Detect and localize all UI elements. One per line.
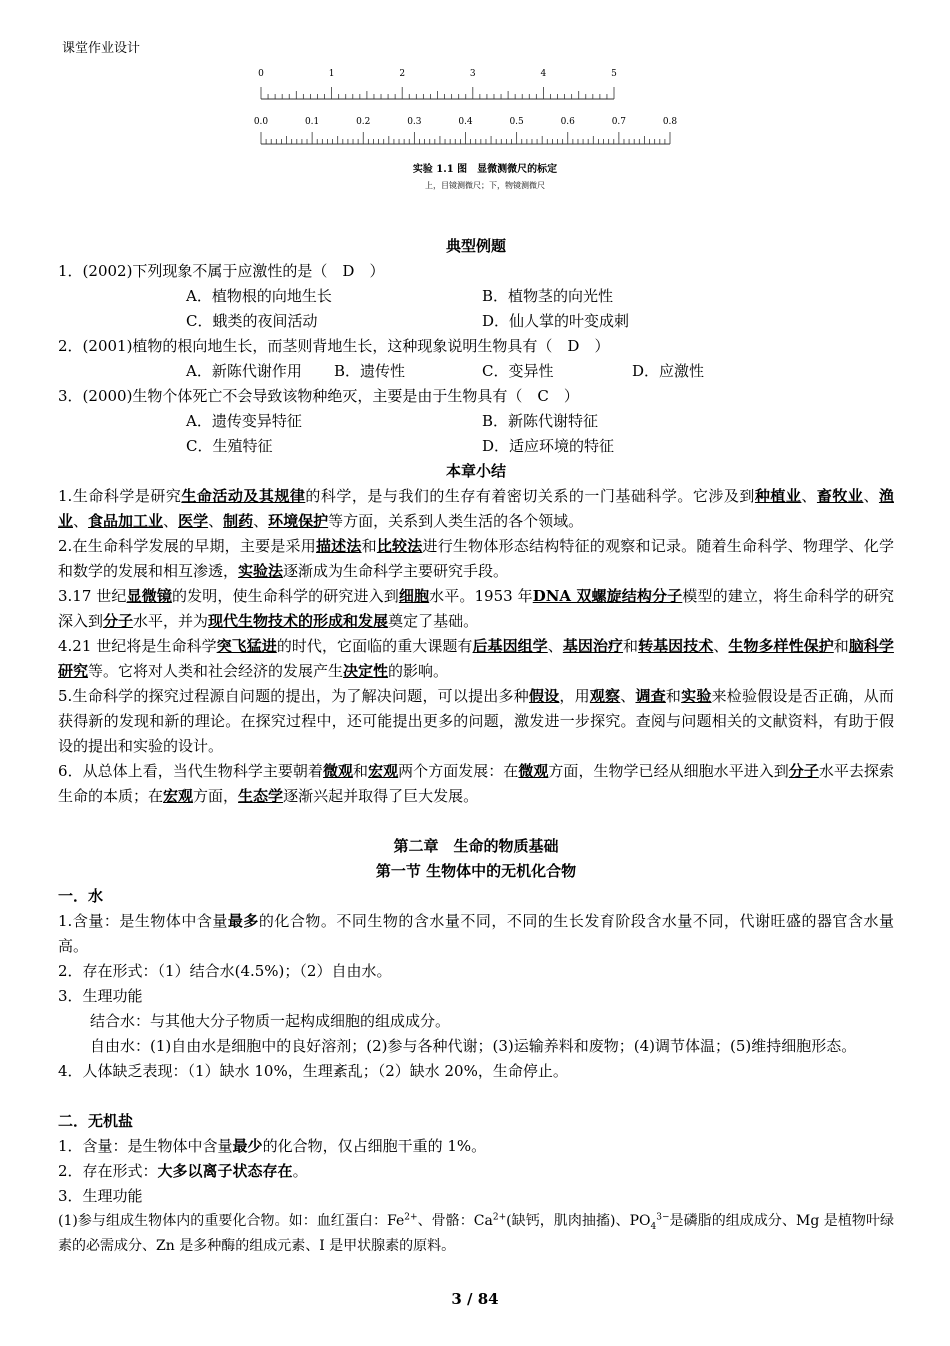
key-term: 比较法	[376, 537, 423, 555]
text-part: 模型的建立，将生命科学的研究深入到	[58, 587, 894, 630]
key-term: 生态学	[238, 787, 284, 805]
ruler-tick-label: 2	[399, 69, 406, 79]
micrometer-rulers	[240, 62, 710, 202]
text-part: 、	[713, 637, 729, 655]
water-content	[58, 909, 894, 959]
text-part: 方面，	[193, 787, 239, 805]
text-part: 和	[353, 762, 369, 780]
question-3-options-row2	[58, 434, 894, 459]
ruler-tick-label: 0.8	[662, 117, 678, 127]
text-part: 5.生命科学的探究过程源自问题的提出，为了解决问题，可以提出多种	[58, 687, 529, 705]
option-d: D．适应环境的特征	[482, 437, 615, 455]
key-term: 微观	[518, 762, 549, 780]
ruler-tick-label: 5	[611, 69, 617, 79]
text-part: 的化合物，仅占细胞干重的 1%。	[262, 1137, 487, 1155]
key-term: 微观	[322, 762, 354, 780]
ruler-tick-label: 4	[540, 69, 547, 79]
text-part: 、骨骼：Ca	[417, 1213, 493, 1229]
text-part: 的科学，是与我们的生存有着密切关系的一门基础科学。它涉及到	[305, 487, 755, 505]
summary-paragraph-5	[58, 684, 894, 759]
text-part: 水平，并为	[133, 612, 209, 630]
option-b: B．新陈代谢特征	[482, 412, 599, 430]
option-a: A．植物根的向地生长	[186, 287, 332, 305]
key-term: 制药	[223, 512, 254, 530]
emphasis: 最少	[232, 1137, 263, 1155]
text-part: 来检验假设是否正确，从而获得新的发现和新的理论。在探究过程中，还可能提出更多的问题，激发进一步探究。查阅与问题相关的文献资料，有助于假设的提出和实验的设计。	[58, 687, 894, 755]
key-term: 基因治疗	[562, 637, 624, 655]
ruler-tick-label: 0.1	[304, 117, 320, 127]
option-b: B．植物茎的向光性	[482, 287, 614, 305]
text-part: 1．含量：是生物体中含量	[58, 1137, 233, 1155]
salt-heading: 二．无机盐	[58, 1112, 134, 1130]
ruler-tick-label: 0.7	[611, 117, 627, 127]
key-term: 分子	[103, 612, 134, 630]
key-term: 实验法	[238, 562, 284, 580]
key-term: 细胞	[398, 587, 430, 605]
summary-title: 本章小结	[445, 462, 506, 480]
text-part: 的时代，它面临的重大课题有	[276, 637, 473, 655]
key-term: 渔业	[58, 487, 894, 530]
ocular-micrometer-ruler	[258, 69, 617, 99]
key-term: 食品加工业	[88, 512, 164, 530]
question-1-stem: 1．(2002)下列现象不属于应激性的是（ D ）	[58, 262, 385, 280]
ruler-tick-label: 0.2	[356, 117, 371, 127]
text-part: 两个方面发展：在	[398, 762, 519, 780]
text-part: 、	[73, 512, 89, 530]
ruler-tick-label: 0.0	[253, 117, 269, 127]
text-part: 、	[253, 512, 269, 530]
micrometer-figure	[240, 62, 710, 202]
key-term: 突飞猛进	[216, 637, 277, 655]
ruler-tick-label: 0.6	[560, 117, 575, 127]
salt-forms	[58, 1159, 894, 1184]
option-d: D．仙人掌的叶变成刺	[482, 312, 630, 330]
text-part: 4.21 世纪将是生命科学	[58, 637, 217, 655]
summary-paragraph-4	[58, 634, 894, 684]
text-part: 和	[623, 637, 639, 655]
free-water: 自由水：(1)自由水是细胞中的良好溶剂；(2)参与各种代谢；(3)运输养料和废物；(4)调节体温；(5)维持细胞形态。	[90, 1037, 857, 1055]
text-part: (1)参与组成生物体内的重要化合物。如：血红蛋白：Fe	[58, 1213, 405, 1229]
text-part: 的化合物。不同生物的含水量不同，不同的生长发育阶段含水量不同，代谢旺盛的器官含水量高。	[58, 912, 894, 955]
summary-paragraph-3	[58, 584, 894, 634]
text-part: 2．存在形式：	[58, 1162, 158, 1180]
salt-content	[58, 1134, 894, 1159]
figure-subcaption: 上，目镜测微尺；下，物镜测微尺	[425, 181, 545, 190]
key-term: 决定性	[343, 662, 389, 680]
ruler-tick-label: 0	[258, 69, 264, 79]
summary-paragraph-2	[58, 534, 894, 584]
text-part: 等。它将对人类和社会经济的发展产生	[88, 662, 344, 680]
key-term: 分子	[788, 762, 819, 780]
key-term: 描述法	[315, 537, 362, 555]
water-deficiency: 4．人体缺乏表现：（1）缺水 10%，生理紊乱；（2）缺水 20%，生命停止。	[58, 1062, 568, 1080]
text-part: 水平去探索生命的本质；在	[58, 762, 894, 805]
key-term: 医学	[178, 512, 209, 530]
text-part: 奠定了基础。	[388, 612, 479, 630]
emphasis: 最多	[227, 912, 259, 930]
text-part: 的发明，使生命科学的研究进入到	[171, 587, 399, 605]
option-d: D．应激性	[632, 362, 705, 380]
emphasis: 大多以离子状态存在	[157, 1162, 293, 1180]
key-term: 宏观	[368, 762, 399, 780]
superscript: 2+	[492, 1212, 507, 1223]
key-term: 生命活动及其规律	[181, 487, 306, 505]
text-part: 1.生命科学是研究	[58, 487, 182, 505]
examples-title: 典型例题	[445, 237, 506, 255]
key-term: 生物多样性保护	[728, 637, 834, 655]
question-2-stem: 2．(2001)植物的根向地生长，而茎则背地生长，这种现象说明生物具有（ D ）	[58, 337, 610, 355]
text-part: 逐渐兴起并取得了巨大发展。	[283, 787, 479, 805]
question-1-options-row1	[58, 284, 894, 309]
option-a: A．遗传变异特征	[186, 412, 302, 430]
option-c: C．变异性	[482, 362, 554, 380]
key-term: 显微镜	[126, 587, 172, 605]
text-part: 、	[801, 487, 817, 505]
key-term: 后基因组学	[472, 637, 548, 655]
text-part: 、	[863, 487, 879, 505]
text-part: 等方面，关系到人类生活的各个领域。	[328, 512, 584, 530]
bound-water: 结合水：与其他大分子物质一起构成细胞的组成成分。	[90, 1012, 451, 1030]
key-term: 假设	[528, 687, 560, 705]
text-part: 、	[620, 687, 636, 705]
key-term: 转基因技术	[638, 637, 714, 655]
text-part: 逐渐成为生命科学主要研究手段。	[283, 562, 509, 580]
text-part: 、	[547, 637, 563, 655]
question-3-stem: 3．(2000)生物个体死亡不会导致该物种绝灭，主要是由于生物具有（ C ）	[58, 387, 579, 405]
text-part: ，用	[559, 687, 590, 705]
option-b: B．遗传性	[334, 362, 406, 380]
water-forms: 2．存在形式：（1）结合水(4.5%)；（2）自由水。	[58, 962, 392, 980]
text-part: 1.含量：是生物体中含量	[58, 912, 228, 930]
figure-caption: 实验 1.1 图 显微测微尺的标定	[412, 164, 558, 175]
text-part: 和	[361, 537, 377, 555]
salt-function-1	[58, 1209, 894, 1259]
option-c: C．生殖特征	[186, 437, 273, 455]
text-part: 方面，生物学已经从细胞水平进入到	[548, 762, 789, 780]
text-part: 3.17 世纪	[58, 587, 127, 605]
page-header: 课堂作业设计	[62, 41, 141, 56]
section-title: 第一节 生物体中的无机化合物	[375, 862, 577, 880]
salt-functions: 3．生理功能	[58, 1187, 143, 1205]
text-part: 是磷脂的组成成分、Mg 是植物叶绿素的必需成分、Zn 是多种酶的组成元素、I 是甲状腺素的原料。	[58, 1213, 895, 1254]
text-part: 和	[833, 637, 849, 655]
text-part: 6．从总体上看，当代生物科学主要朝着	[58, 762, 323, 780]
option-a: A．新陈代谢作用	[186, 362, 302, 380]
superscript: 3−	[656, 1212, 670, 1223]
key-term: 现代生物技术的形成和发展	[208, 612, 389, 630]
summary-paragraph-6	[58, 759, 894, 809]
text-part: 。	[292, 1162, 308, 1180]
key-term: 脑科学研究	[58, 637, 894, 680]
chapter-title: 第二章 生命的物质基础	[393, 837, 559, 855]
page-content	[58, 234, 894, 1259]
text-part: 2.在生命科学发展的早期，主要是采用	[58, 537, 316, 555]
text-part: 和	[665, 687, 682, 705]
ruler-tick-label: 3	[469, 69, 476, 79]
ruler-tick-label: 0.3	[407, 117, 422, 127]
stage-micrometer-ruler	[254, 117, 678, 144]
key-term: 环境保护	[268, 512, 329, 530]
key-term: 畜牧业	[816, 487, 864, 505]
summary-paragraph-1	[58, 484, 894, 534]
text-part: 、	[208, 512, 224, 530]
key-term: 调查	[635, 687, 666, 705]
water-heading: 一．水	[58, 887, 104, 905]
key-term: DNA 双螺旋结构分子	[532, 587, 683, 605]
key-term: 观察	[589, 687, 621, 705]
key-term: 种植业	[754, 487, 802, 505]
text-part: 、	[163, 512, 179, 530]
water-functions: 3．生理功能	[58, 987, 143, 1005]
text-part: 的影响。	[388, 662, 449, 680]
ruler-tick-label: 1	[328, 69, 335, 79]
key-term: 实验	[681, 687, 712, 705]
question-2-options	[58, 359, 894, 384]
option-c: C．蛾类的夜间活动	[186, 312, 318, 330]
text-part: 进行生物体形态结构特征的观察和记录。随着生命科学、物理学、化学和数学的发展和相互渗透，	[58, 537, 894, 580]
text-part: (缺钙，肌肉抽搐)、PO	[506, 1213, 651, 1229]
question-3-options-row1	[58, 409, 894, 434]
ruler-tick-label: 0.5	[509, 117, 524, 127]
subscript: 4	[650, 1221, 657, 1232]
text-part: 水平。1953 年	[429, 587, 533, 605]
page-number: 3 / 84	[451, 1290, 499, 1308]
superscript: 2+	[404, 1212, 418, 1223]
question-1-options-row2	[58, 309, 894, 334]
key-term: 宏观	[163, 787, 194, 805]
ruler-tick-label: 0.4	[458, 117, 473, 127]
